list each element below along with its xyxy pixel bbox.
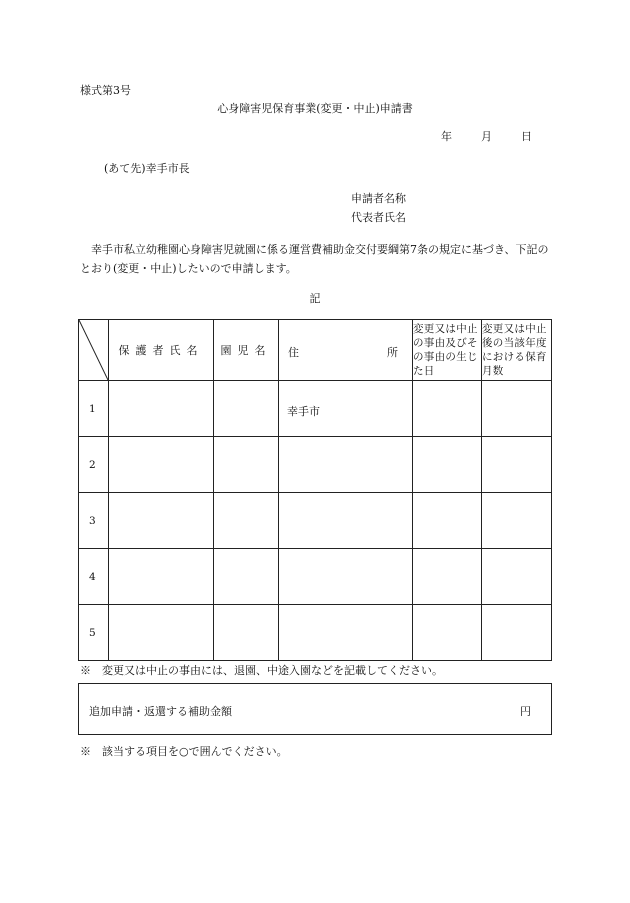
guardian-name-cell[interactable] (109, 381, 214, 437)
months-cell[interactable] (482, 549, 552, 605)
row-number: 1 (79, 381, 109, 437)
date-row (441, 128, 532, 144)
reason-cell[interactable] (413, 493, 482, 549)
guardian-name-cell[interactable] (109, 605, 214, 661)
row-number: 2 (79, 437, 109, 493)
application-table (78, 319, 552, 661)
reason-cell[interactable] (413, 381, 482, 437)
address-cell[interactable] (279, 549, 413, 605)
table-row (79, 381, 552, 437)
amount-box[interactable] (78, 683, 552, 735)
table-header-row (79, 320, 552, 381)
months-cell[interactable] (482, 493, 552, 549)
note-reason: ※ 変更又は中止の事由には、退園、中途入園などを記載してください。 (80, 664, 443, 677)
representative-name-label: 代表者氏名 (351, 211, 406, 224)
header-child-name: 園児名 (214, 320, 279, 381)
date-day-label: 日 (521, 130, 532, 143)
reason-cell[interactable] (413, 549, 482, 605)
child-name-cell[interactable] (214, 381, 279, 437)
child-name-cell[interactable] (214, 493, 279, 549)
amount-unit: 円 (520, 705, 531, 718)
diagonal-line (79, 320, 108, 380)
corner-cell (79, 320, 109, 381)
header-guardian-name: 保護者氏名 (109, 320, 214, 381)
addressee: (あて先)幸手市長 (104, 162, 190, 175)
row-number: 5 (79, 605, 109, 661)
header-months: 変更又は中止後の当該年度における保育月数 (482, 320, 552, 381)
header-reason: 変更又は中止の事由及びその事由の生じた日 (413, 320, 482, 381)
amount-label: 追加申請・返還する補助金額 (89, 705, 232, 718)
guardian-name-cell[interactable] (109, 437, 214, 493)
table-row (79, 493, 552, 549)
form-number: 様式第3号 (80, 84, 131, 97)
table-row (79, 437, 552, 493)
reason-cell[interactable] (413, 437, 482, 493)
months-cell[interactable] (482, 605, 552, 661)
header-address-a: 住 (288, 346, 299, 359)
date-month-label: 月 (481, 130, 492, 143)
row-number: 4 (79, 549, 109, 605)
address-cell[interactable] (279, 437, 413, 493)
months-cell[interactable] (482, 381, 552, 437)
form-title: 心身障害児保育事業(変更・中止)申請書 (217, 102, 413, 115)
reason-cell[interactable] (413, 605, 482, 661)
applicant-name-label: 申請者名称 (351, 192, 406, 205)
address-value: 幸手市 (287, 405, 320, 418)
address-cell[interactable] (279, 605, 413, 661)
address-cell[interactable] (279, 493, 413, 549)
date-year-label: 年 (441, 130, 452, 143)
child-name-cell[interactable] (214, 549, 279, 605)
header-address-b: 所 (387, 346, 398, 359)
table-row (79, 549, 552, 605)
row-number: 3 (79, 493, 109, 549)
ki-heading: 記 (309, 292, 321, 305)
table-row (79, 605, 552, 661)
months-cell[interactable] (482, 437, 552, 493)
guardian-name-cell[interactable] (109, 549, 214, 605)
note-circle: ※ 該当する項目を○で囲んでください。 (80, 745, 288, 758)
child-name-cell[interactable] (214, 437, 279, 493)
child-name-cell[interactable] (214, 605, 279, 661)
header-address (279, 320, 413, 381)
address-cell[interactable] (279, 381, 413, 437)
body-text: 幸手市私立幼稚園心身障害児就園に係る運営費補助金交付要綱第7条の規定に基づき、下記のとおり(変更・中止)したいので申請します。 (80, 243, 549, 275)
guardian-name-cell[interactable] (109, 493, 214, 549)
